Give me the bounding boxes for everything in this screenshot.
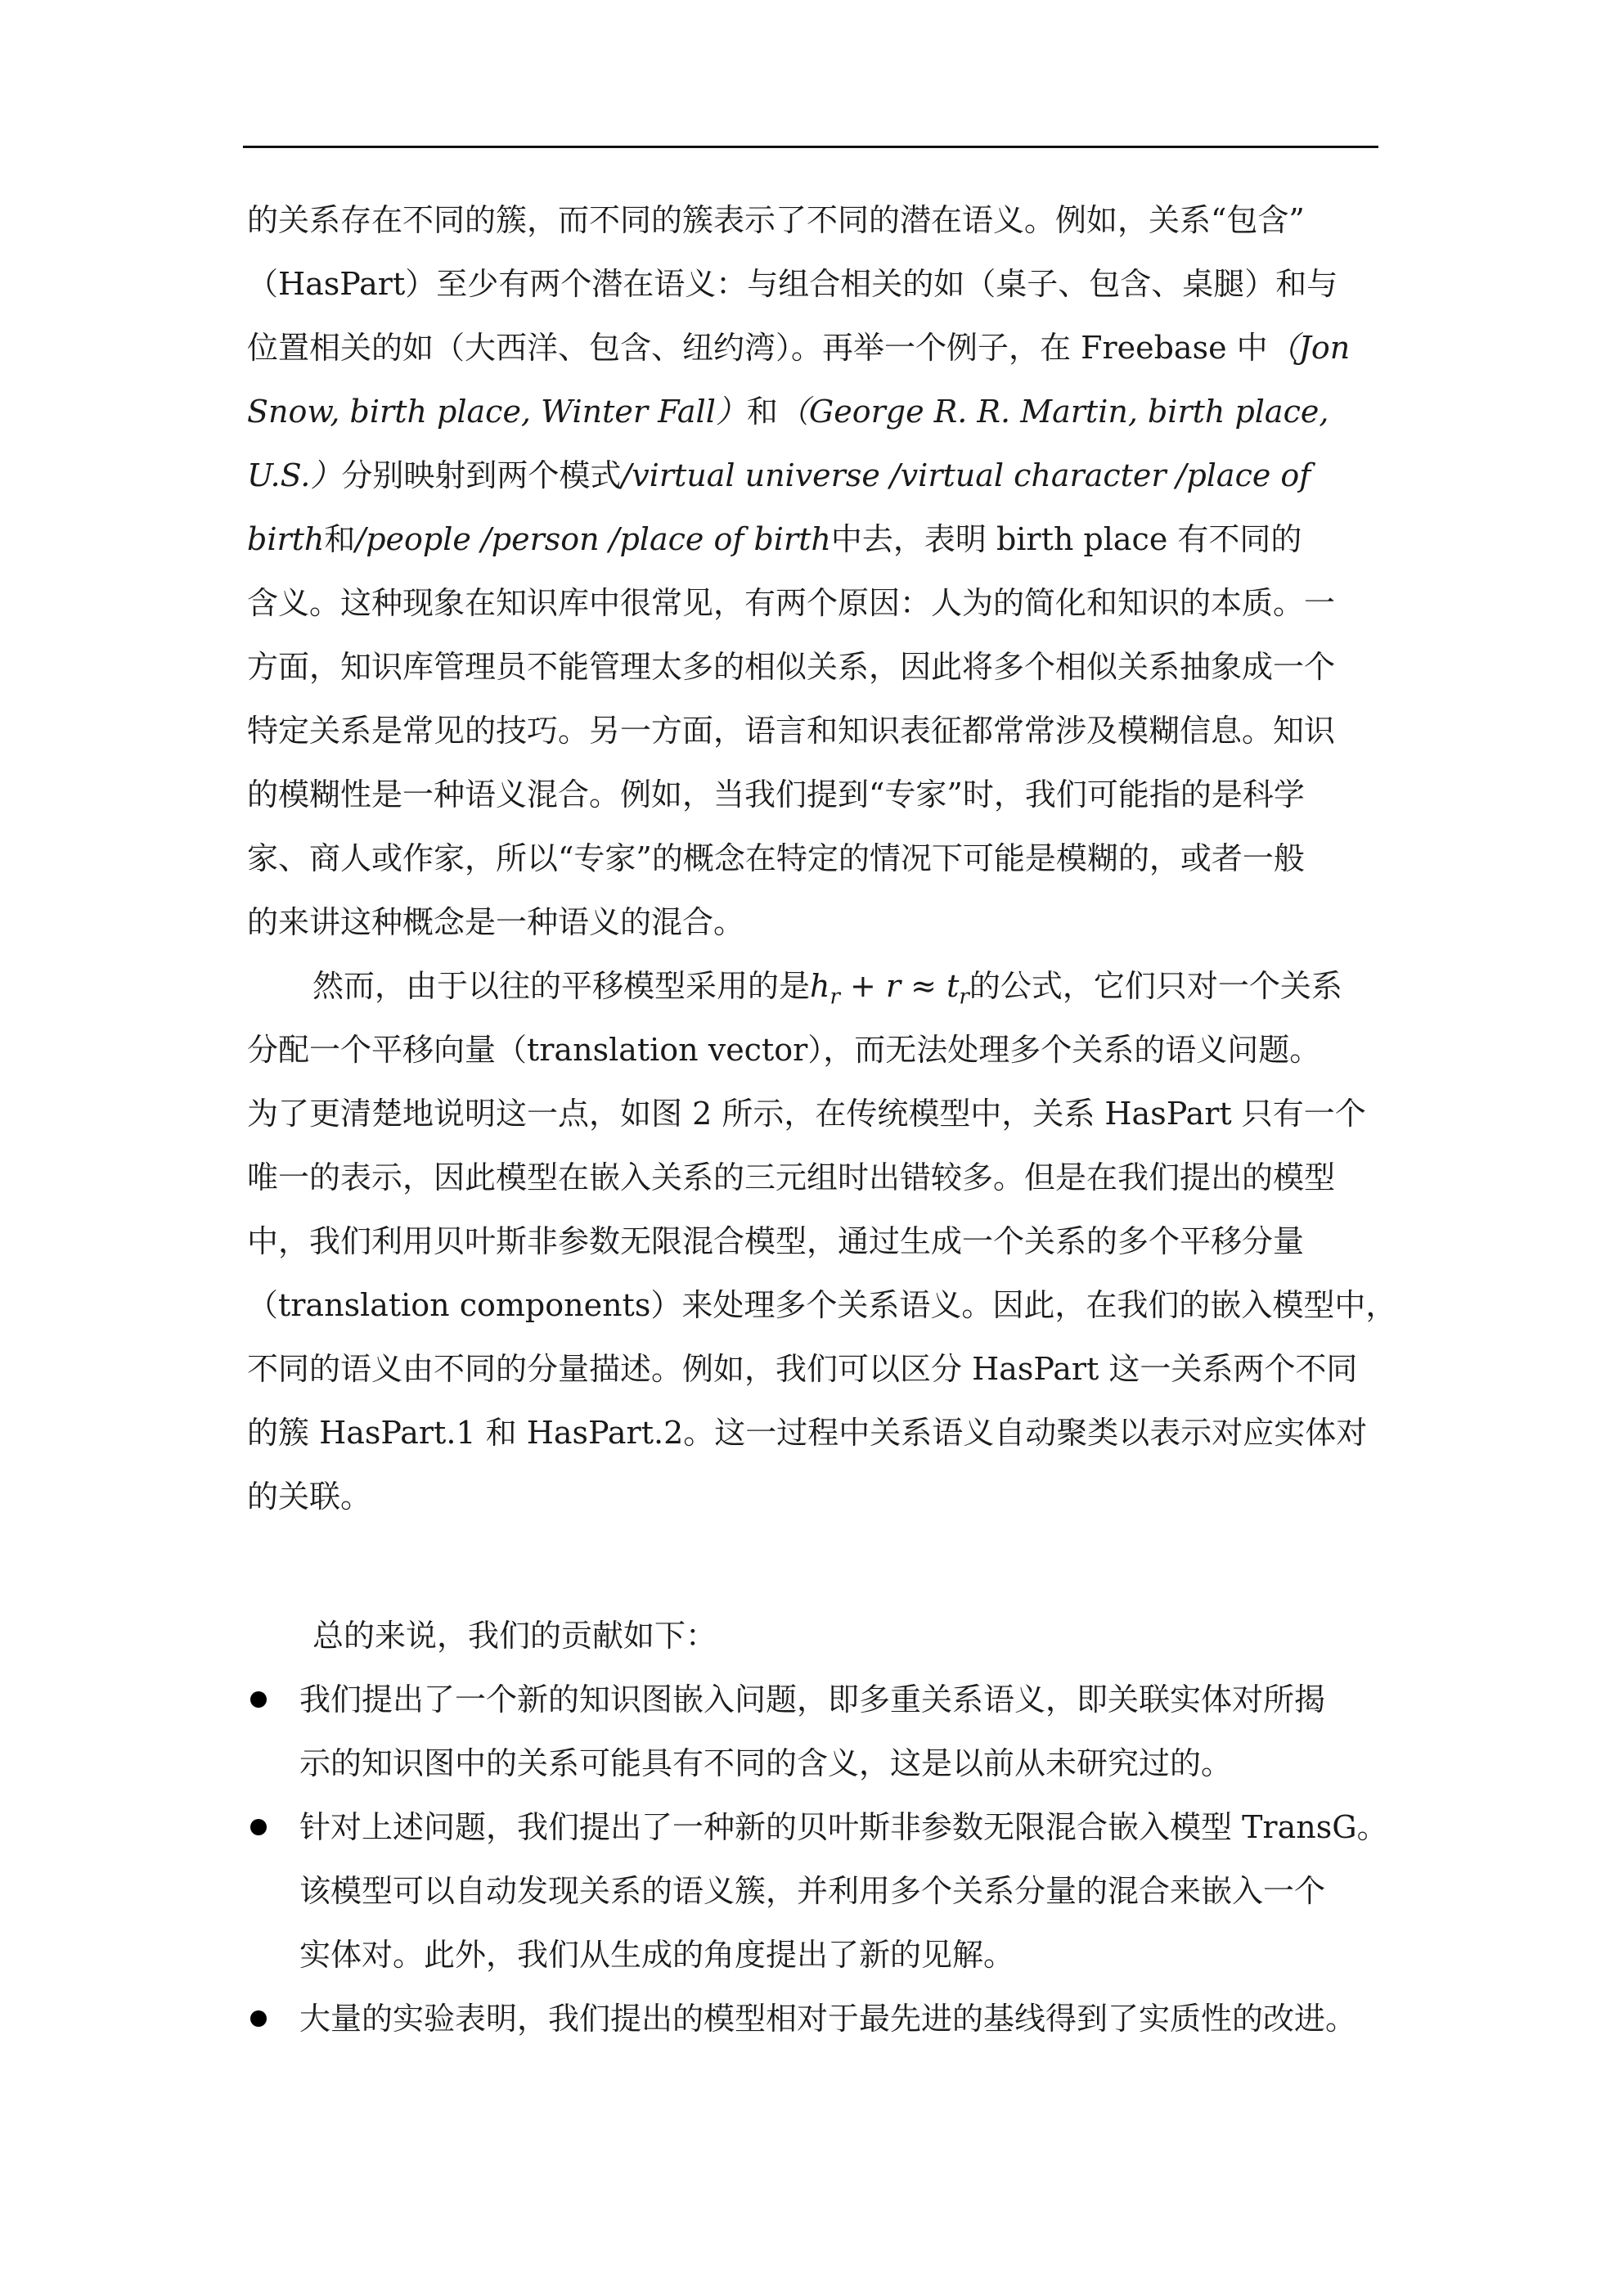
text-line: Snow, birth place, Winter Fall）和（George R. R. Martin, birth place,: [247, 394, 1329, 430]
text-line: 示的知识图中的关系可能具有不同的含义，这是以前从未研究过的。: [299, 1745, 1233, 1781]
bullet-icon: [250, 2010, 267, 2027]
formula: $h_r + r \approx t_r$: [810, 968, 969, 1010]
bullet-icon: [250, 1819, 267, 1835]
contributions-list: [247, 1668, 1409, 2051]
text-line: 的来讲这种概念是一种语义的混合。: [247, 904, 745, 940]
bullet-icon: [250, 1691, 267, 1708]
text-line: 实体对。此外，我们从生成的角度提出了新的见解。: [299, 1937, 1015, 1973]
text-line: 位置相关的如（大西洋、包含、纽约湾）。再举一个例子，在 Freebase 中（Jon: [247, 330, 1351, 366]
text-line: 该模型可以自动发现关系的语义簇，并利用多个关系分量的混合来嵌入一个: [299, 1873, 1326, 1909]
text-line: 大量的实验表明，我们提出的模型相对于最先进的基线得到了实质性的改进。: [299, 2001, 1357, 2037]
text-line: U.S.）分别映射到两个模式/virtual universe /virtual character /place of: [247, 457, 1311, 493]
text-line: 然而，由于以往的平移模型采用的是$h_r + r \approx t_r$的公式，它们只对一个关系: [312, 968, 1342, 1010]
text-line: （HasPart）至少有两个潜在语义：与组合相关的如（桌子、包含、桌腿）和与: [247, 266, 1338, 302]
text-line: 含义。这种现象在知识库中很常见，有两个原因：人为的简化和知识的本质。一: [247, 585, 1336, 621]
text-line: 方面，知识库管理员不能管理太多的相似关系，因此将多个相似关系抽象成一个: [247, 649, 1336, 685]
summary-intro: 总的来说，我们的贡献如下：: [312, 1618, 717, 1654]
list-item: [247, 1795, 1409, 1987]
text-line: 特定关系是常见的技巧。另一方面，语言和知识表征都常常涉及模糊信息。知识: [247, 713, 1336, 749]
text-line: 的关系存在不同的簇，而不同的簇表示了不同的潜在语义。例如，关系“包含”: [247, 202, 1305, 238]
text-line: 的模糊性是一种语义混合。例如，当我们提到“专家”时，我们可能指的是科学: [247, 777, 1305, 813]
header-rule: [243, 146, 1378, 148]
text-line: 唯一的表示，因此模型在嵌入关系的三元组时出错较多。但是在我们提出的模型: [247, 1159, 1336, 1195]
text-line: 不同的语义由不同的分量描述。例如，我们可以区分 HasPart 这一关系两个不同: [247, 1351, 1358, 1387]
text-line: 我们提出了一个新的知识图嵌入问题，即多重关系语义，即关联实体对所揭: [299, 1681, 1326, 1717]
text-line: 为了更清楚地说明这一点，如图 2 所示，在传统模型中，关系 HasPart 只有一个: [247, 1096, 1366, 1132]
list-item: [247, 1668, 1409, 1795]
text-line: 针对上述问题，我们提出了一种新的贝叶斯非参数无限混合嵌入模型 TransG。: [299, 1809, 1388, 1845]
paragraph-1: [247, 188, 1392, 954]
text-line: 中，我们利用贝叶斯非参数无限混合模型，通过生成一个关系的多个平移分量: [247, 1223, 1305, 1259]
text-line: 分配一个平移向量（translation vector），而无法处理多个关系的语义问题。: [247, 1032, 1321, 1068]
summary-paragraph: [247, 1604, 1392, 1668]
text-line: 家、商人或作家，所以“专家”的概念在特定的情况下可能是模糊的，或者一般: [247, 840, 1305, 876]
text-line: 的关联。: [247, 1479, 372, 1515]
text-line: （translation components）来处理多个关系语义。因此，在我们的嵌入模型中，: [247, 1287, 1397, 1323]
list-item: [247, 1987, 1409, 2051]
text-line: birth和/people /person /place of birth中去，表明 birth place 有不同的: [247, 521, 1302, 557]
paragraph-2: [247, 954, 1397, 1528]
text-line: 的簇 HasPart.1 和 HasPart.2。这一过程中关系语义自动聚类以表示对应实体对: [247, 1415, 1368, 1451]
